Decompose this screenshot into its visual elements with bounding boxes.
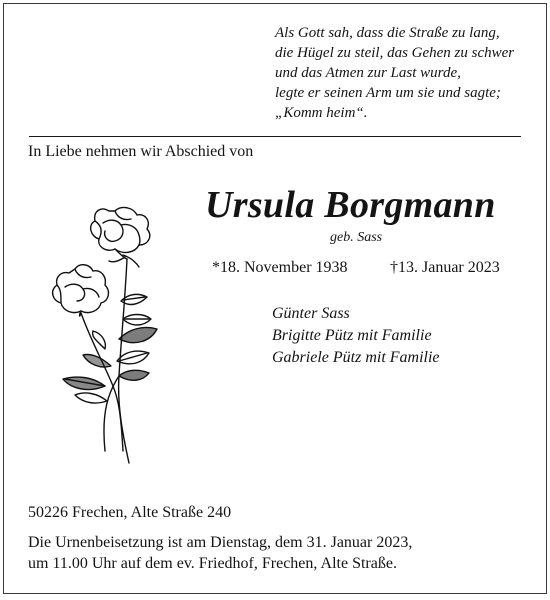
- poem-line: Als Gott sah, dass die Straße zu lang,: [275, 25, 500, 41]
- death-date: †13. Januar 2023: [390, 259, 500, 276]
- rose-drawing-icon: [39, 201, 169, 466]
- poem-line: „Komm heim“.: [275, 105, 368, 121]
- poem-line: die Hügel zu steil, das Gehen zu schwer: [275, 45, 515, 61]
- poem: [275, 23, 514, 123]
- poem-line: legte er seinen Arm um sie und sagte;: [275, 85, 501, 101]
- address: 50226 Frechen, Alte Straße 240: [28, 504, 232, 521]
- service-details: [28, 532, 412, 574]
- obituary-notice: [3, 3, 547, 594]
- mourner: Günter Sass: [272, 305, 350, 322]
- maiden-name: geb. Sass: [330, 230, 383, 245]
- poem-line: und das Atmen zur Last wurde,: [275, 65, 461, 81]
- service-line: um 11.00 Uhr auf dem ev. Friedhof, Frechen, Alte Straße.: [28, 555, 397, 572]
- mourners-list: [272, 303, 440, 369]
- intro-text: In Liebe nehmen wir Abschied von: [28, 143, 254, 160]
- deceased-name: Ursula Borgmann: [205, 184, 496, 226]
- mourner: Gabriele Pütz mit Familie: [272, 349, 440, 366]
- birth-date: *18. November 1938: [212, 259, 348, 276]
- service-line: Die Urnenbeisetzung ist am Dienstag, dem 31. Januar 2023,: [28, 534, 413, 551]
- divider: [29, 136, 521, 137]
- mourner: Brigitte Pütz mit Familie: [272, 327, 432, 344]
